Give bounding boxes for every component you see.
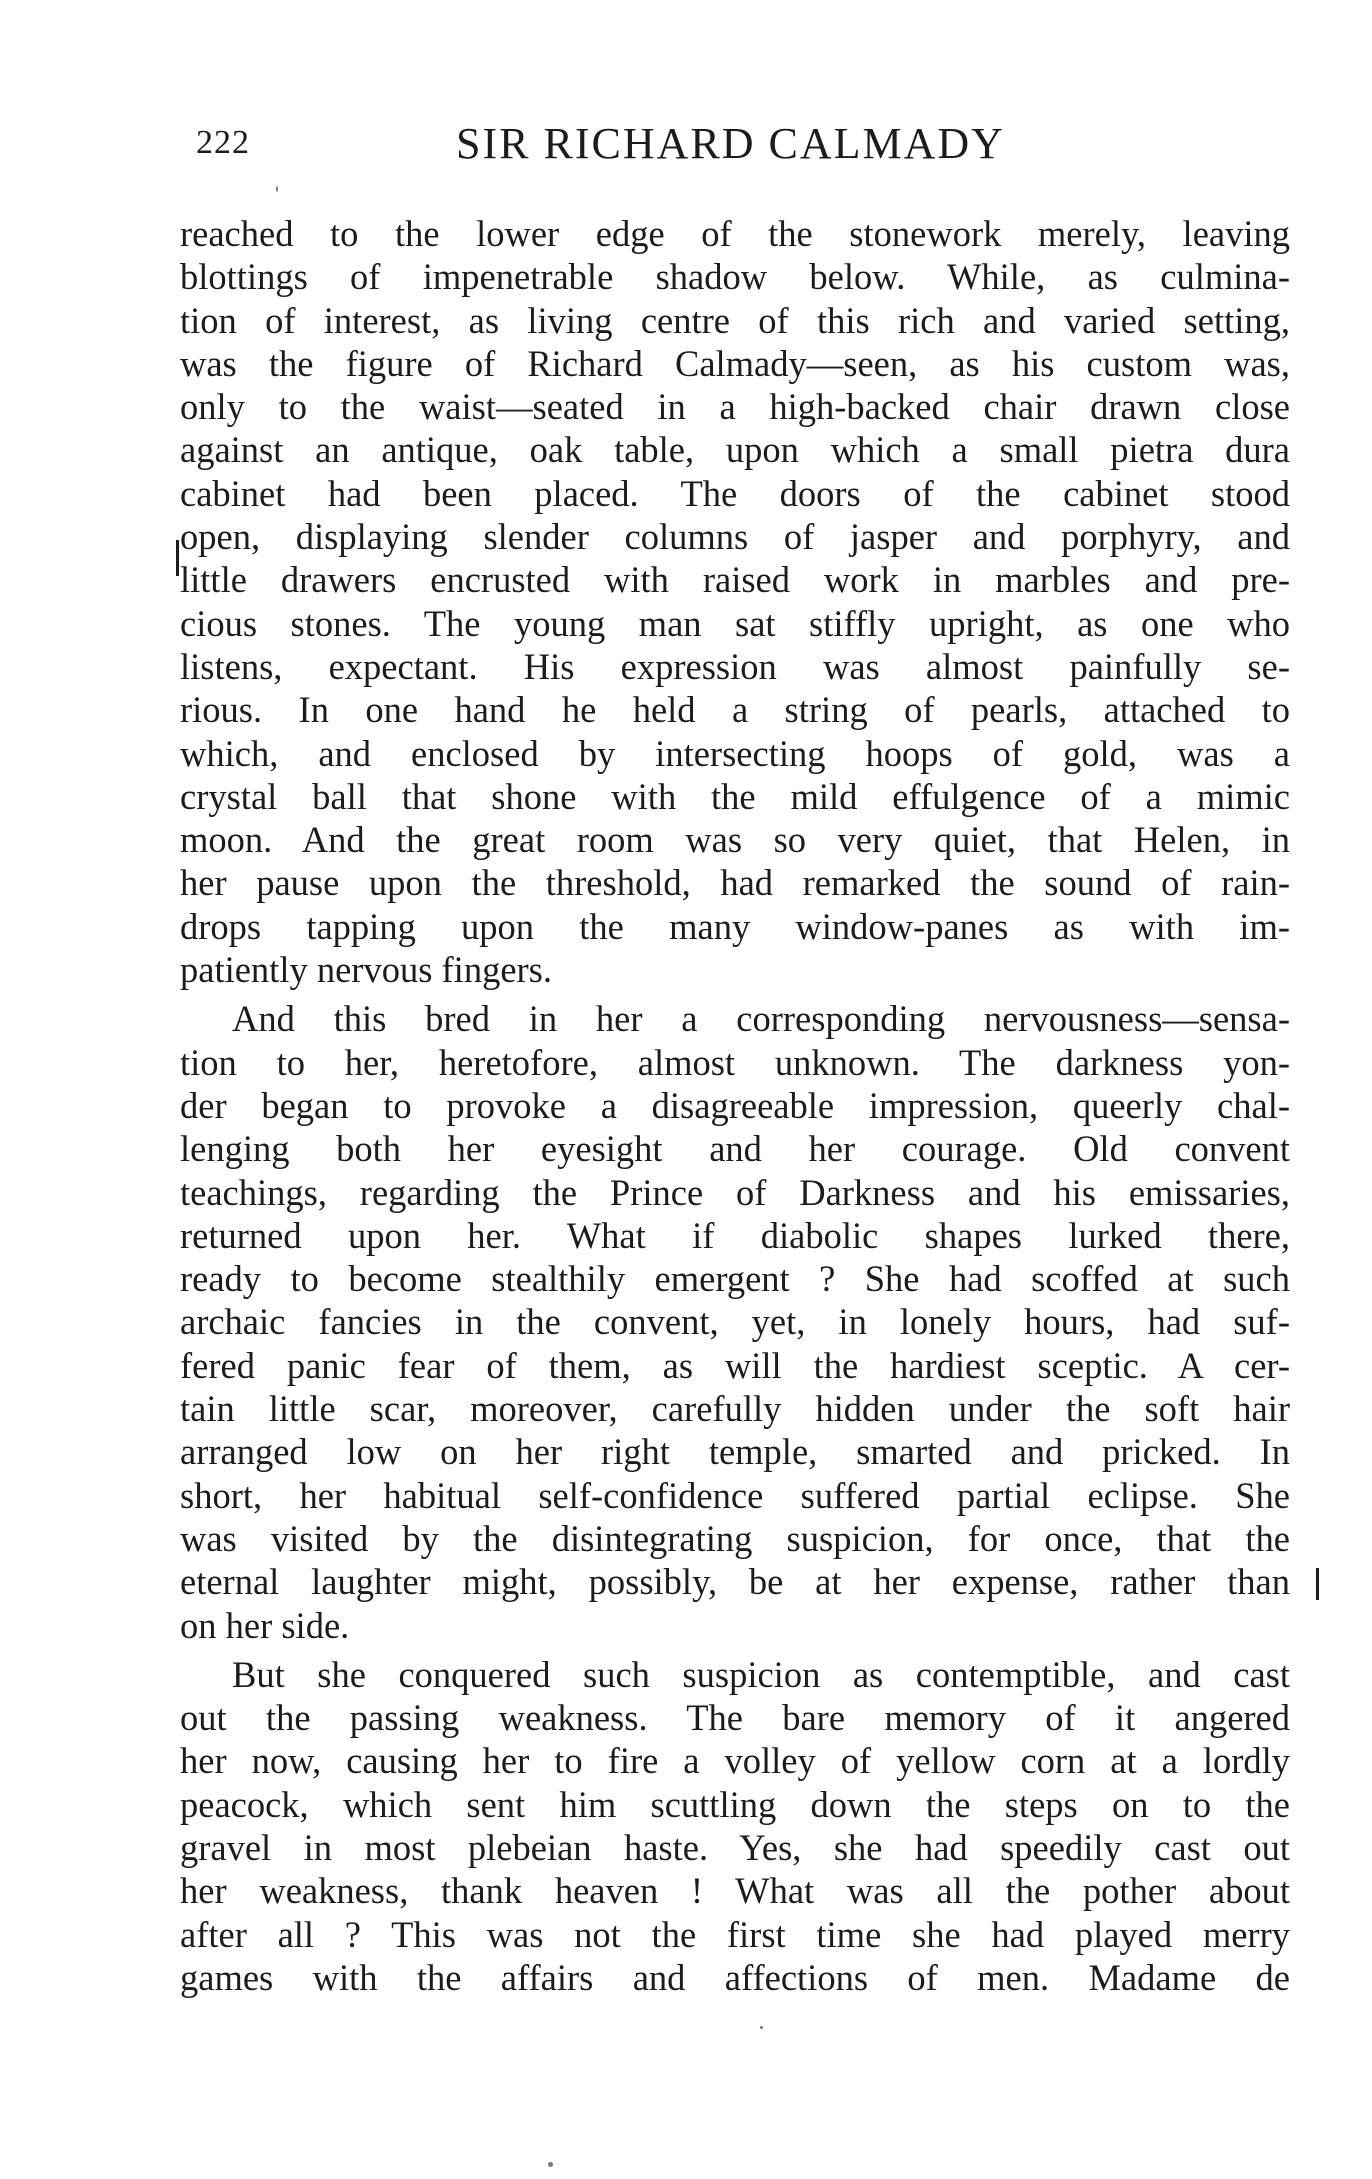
text-line: tain little scar, moreover, carefully hidden under the soft hair xyxy=(180,1388,1290,1430)
page-header xyxy=(196,118,1286,178)
text-line: tion to her, heretofore, almost unknown. The darkness yon- xyxy=(180,1041,1290,1083)
text-line: teachings, regarding the Prince of Darkness and his emissaries, xyxy=(180,1171,1290,1213)
text-line: archaic fancies in the convent, yet, in lonely hours, had suf- xyxy=(180,1301,1290,1343)
paragraph-3 xyxy=(180,1653,1290,1999)
text-line: returned upon her. What if diabolic shapes lurked there, xyxy=(180,1214,1290,1256)
text-line: her now, causing her to fire a volley of yellow corn at a lordly xyxy=(180,1740,1290,1782)
text-line: But she conquered such suspicion as contemptible, and cast xyxy=(232,1653,1290,1695)
text-line: listens, expectant. His expression was almost painfully se- xyxy=(180,645,1290,687)
text-line: little drawers encrusted with raised work in marbles and pre- xyxy=(180,559,1290,601)
text-line: fered panic fear of them, as will the hardiest sceptic. A cer- xyxy=(180,1344,1290,1386)
text-line: cious stones. The young man sat stiffly upright, as one who xyxy=(180,602,1290,644)
text-line: rious. In one hand he held a string of pearls, attached to xyxy=(180,689,1290,731)
text-line: peacock, which sent him scuttling down the steps on to the xyxy=(180,1783,1290,1825)
scan-speck xyxy=(548,2162,553,2167)
text-line: cabinet had been placed. The doors of the cabinet stood xyxy=(180,472,1290,514)
text-line: on her side. xyxy=(180,1604,350,1646)
text-line: gravel in most plebeian haste. Yes, she had speedily cast out xyxy=(180,1826,1290,1868)
margin-mark-right xyxy=(1316,1568,1319,1600)
text-line: patiently nervous fingers. xyxy=(180,949,553,991)
text-line: against an antique, oak table, upon which a small pietra dura xyxy=(180,429,1290,471)
text-line: eternal laughter might, possibly, be at her expense, rather than xyxy=(180,1561,1290,1603)
text-line: tion of interest, as living centre of this rich and varied setting, xyxy=(180,299,1290,341)
text-line: drops tapping upon the many window-panes as with im- xyxy=(180,905,1290,947)
text-line: her weakness, thank heaven ! What was all the pother about xyxy=(180,1870,1290,1912)
text-line: games with the affairs and affections of men. Madame de xyxy=(180,1956,1290,1998)
text-line: only to the waist—seated in a high-backed chair drawn close xyxy=(180,386,1290,428)
text-line: lenging both her eyesight and her courage. Old convent xyxy=(180,1128,1290,1170)
margin-mark-left xyxy=(176,540,179,576)
scan-speck xyxy=(276,186,278,192)
scan-speck xyxy=(760,2026,763,2029)
text-line: And this bred in her a corresponding nervousness—sensa- xyxy=(232,998,1290,1040)
paragraph-1 xyxy=(180,212,1290,991)
running-head: SIR RICHARD CALMADY xyxy=(456,119,1005,168)
page-number: 222 xyxy=(196,124,250,161)
text-line: open, displaying slender columns of jasper and porphyry, and xyxy=(180,516,1290,558)
text-line: which, and enclosed by intersecting hoops of gold, was a xyxy=(180,732,1290,774)
text-line: her pause upon the threshold, had remarked the sound of rain- xyxy=(180,862,1290,904)
text-line: out the passing weakness. The bare memory of it angered xyxy=(180,1697,1290,1739)
text-line: crystal ball that shone with the mild effulgence of a mimic xyxy=(180,775,1290,817)
text-line: was the figure of Richard Calmady—seen, as his custom was, xyxy=(180,342,1290,384)
text-line: after all ? This was not the first time she had played merry xyxy=(180,1913,1290,1955)
text-line: short, her habitual self-confidence suffered partial eclipse. She xyxy=(180,1474,1290,1516)
text-line: moon. And the great room was so very quiet, that Helen, in xyxy=(180,819,1290,861)
text-line: blottings of impenetrable shadow below. While, as culmina- xyxy=(180,256,1290,298)
body-text xyxy=(180,212,1290,1999)
text-line: arranged low on her right temple, smarted and pricked. In xyxy=(180,1431,1290,1473)
text-line: der began to provoke a disagreeable impression, queerly chal- xyxy=(180,1084,1290,1126)
text-line: was visited by the disintegrating suspicion, for once, that the xyxy=(180,1517,1290,1559)
paragraph-2 xyxy=(180,997,1290,1646)
text-line: reached to the lower edge of the stonework merely, leaving xyxy=(180,213,1290,254)
text-line: ready to become stealthily emergent ? She had scoffed at such xyxy=(180,1258,1290,1300)
